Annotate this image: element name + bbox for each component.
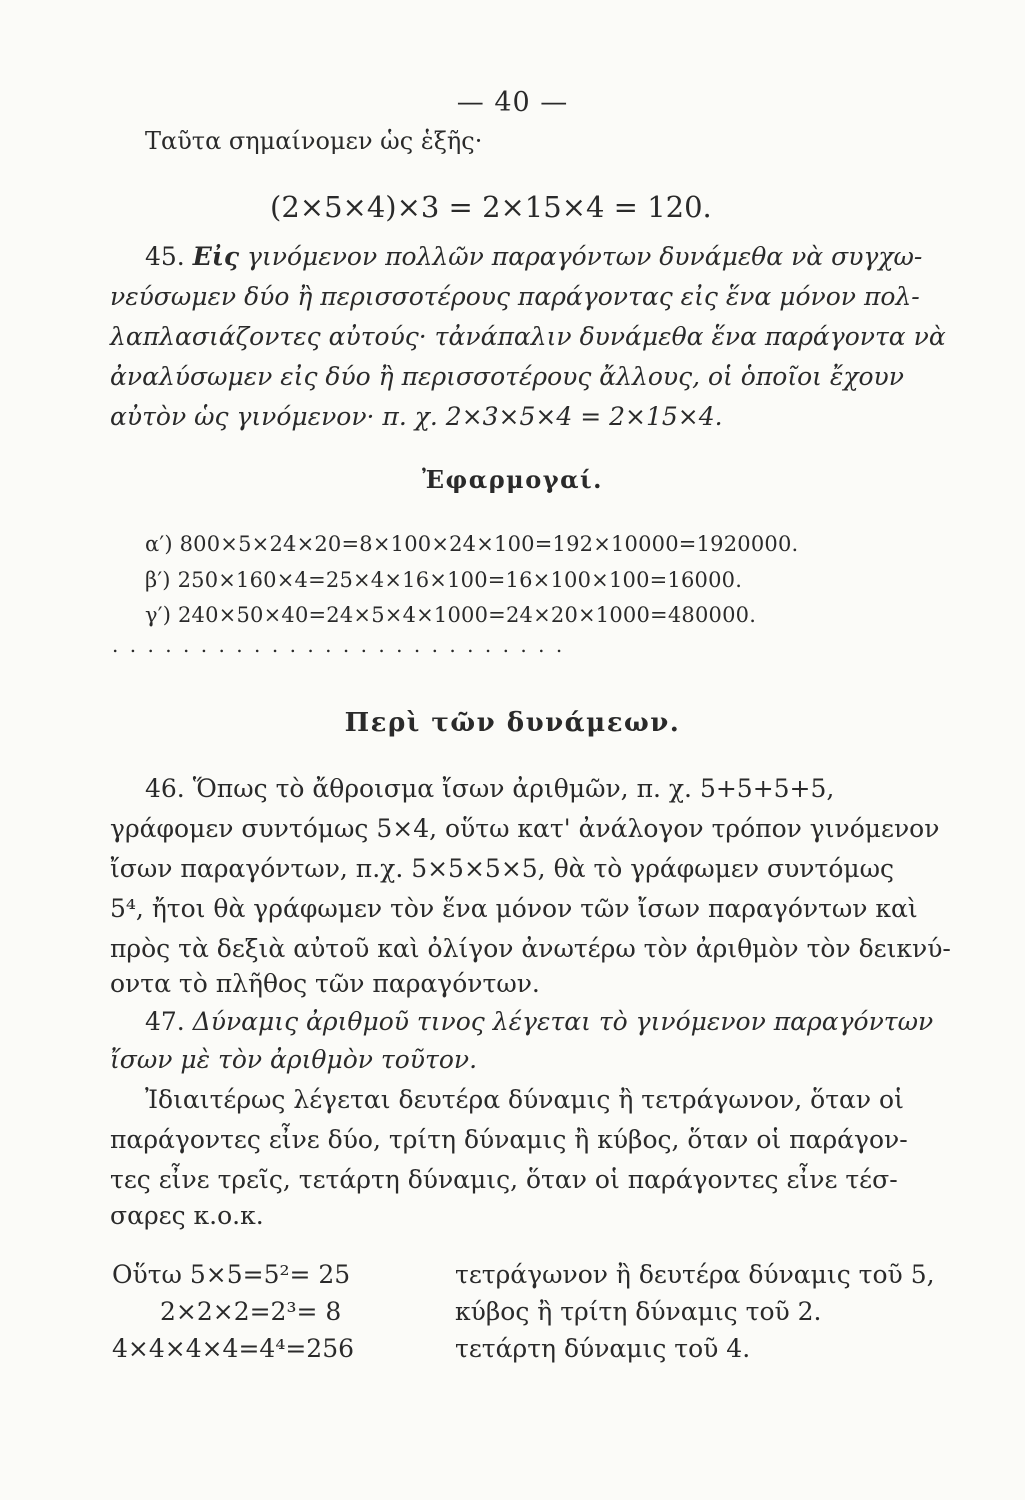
example-b: β′) 250×160×4=25×4×16×100=16×100×100=16000.: [145, 568, 743, 592]
para-47-number: 47.: [145, 1007, 185, 1036]
para-special-line-1: Ἰδιαιτέρως λέγεται δευτέρα δύναμις ἢ τετράγωνον, ὅταν οἱ: [145, 1085, 904, 1114]
powers-heading: Περὶ τῶν δυνάμεων.: [344, 708, 681, 738]
powers-row-right: τετάρτη δύναμις τοῦ 4.: [455, 1334, 751, 1363]
dotted-separator: ..........................: [112, 633, 574, 657]
powers-row-left: Οὕτω 5×5=5²= 25: [112, 1260, 351, 1289]
para-45-line-3: λαπλασιάζοντες αὐτούς· τἀνάπαλιν δυνάμεθα ἕνα παράγοντα νὰ: [110, 322, 946, 351]
para-47-line-1: [145, 1005, 933, 1039]
formula-1: (2×5×4)×3 = 2×15×4 = 120.: [270, 190, 712, 224]
powers-row-right: τετράγωνον ἢ δευτέρα δύναμις τοῦ 5,: [455, 1260, 935, 1289]
para-46-line-6: οντα τὸ πλῆθος τῶν παραγόντων.: [110, 969, 540, 998]
para-45-line-2: νεύσωμεν δύο ἢ περισσοτέρους παράγοντας εἰς ἕνα μόνον πολ-: [110, 282, 920, 311]
powers-row-left: 4×4×4×4=4⁴=256: [112, 1334, 355, 1363]
para-46-line-5: πρὸς τὰ δεξιὰ αὐτοῦ καὶ ὀλίγον ἀνωτέρω τὸν ἀριθμὸν τὸν δεικνύ-: [110, 934, 951, 963]
para-46-line-1: 46. Ὅπως τὸ ἄθροισμα ἴσων ἀριθμῶν, π. χ. 5+5+5+5,: [145, 774, 835, 803]
para-46-line-3: ἴσων παραγόντων, π.χ. 5×5×5×5, θὰ τὸ γράφωμεν συντόμως: [110, 854, 895, 883]
para-45-line-1: [145, 240, 922, 274]
para-45-line-4: ἀναλύσωμεν εἰς δύο ἢ περισσοτέρους ἄλλους, οἱ ὁποῖοι ἔχουν: [110, 362, 904, 391]
para-special-line-3: τες εἶνε τρεῖς, τετάρτη δύναμις, ὅταν οἱ παράγοντες εἶνε τέσ-: [110, 1165, 898, 1194]
para-45-number: 45.: [145, 242, 185, 271]
para-47-line-2: ἴσων μὲ τὸν ἀριθμὸν τοῦτον.: [110, 1045, 478, 1074]
para-46-line-4: 5⁴, ἤτοι θὰ γράφωμεν τὸν ἕνα μόνον τῶν ἴσων παραγόντων καὶ: [110, 894, 918, 923]
para-46-line-2: γράφομεν συντόμως 5×4, οὕτω κατ' ἀνάλογον τρόπον γινόμενον: [110, 814, 940, 843]
para-45-text-1: γινόμενον πολλῶν παραγόντων δυνάμεθα νὰ συγχω-: [247, 242, 923, 271]
para-45-line-5: αὐτὸν ὡς γινόμενον· π. χ. 2×3×5×4 = 2×15×4.: [110, 402, 723, 431]
intro-line: Ταῦτα σημαίνομεν ὡς ἑξῆς·: [145, 127, 483, 155]
para-47-text-1: Δύναμις ἀριθμοῦ τινος λέγεται τὸ γινόμενον παραγόντων: [192, 1007, 934, 1036]
applications-heading: Ἐφαρμογαί.: [421, 465, 604, 494]
powers-row-right: κύβος ἢ τρίτη δύναμις τοῦ 2.: [455, 1297, 822, 1326]
page-number: — 40 —: [456, 87, 569, 118]
para-special-line-4: σαρες κ.ο.κ.: [110, 1201, 264, 1230]
para-45-lead: Εἰς: [192, 242, 240, 271]
example-a: α′) 800×5×24×20=8×100×24×100=192×10000=1920000.: [145, 532, 799, 556]
powers-row-left: 2×2×2=2³= 8: [160, 1297, 342, 1326]
para-special-line-2: παράγοντες εἶνε δύο, τρίτη δύναμις ἢ κύβος, ὅταν οἱ παράγον-: [110, 1125, 908, 1154]
example-c: γ′) 240×50×40=24×5×4×1000=24×20×1000=480000.: [145, 603, 757, 627]
